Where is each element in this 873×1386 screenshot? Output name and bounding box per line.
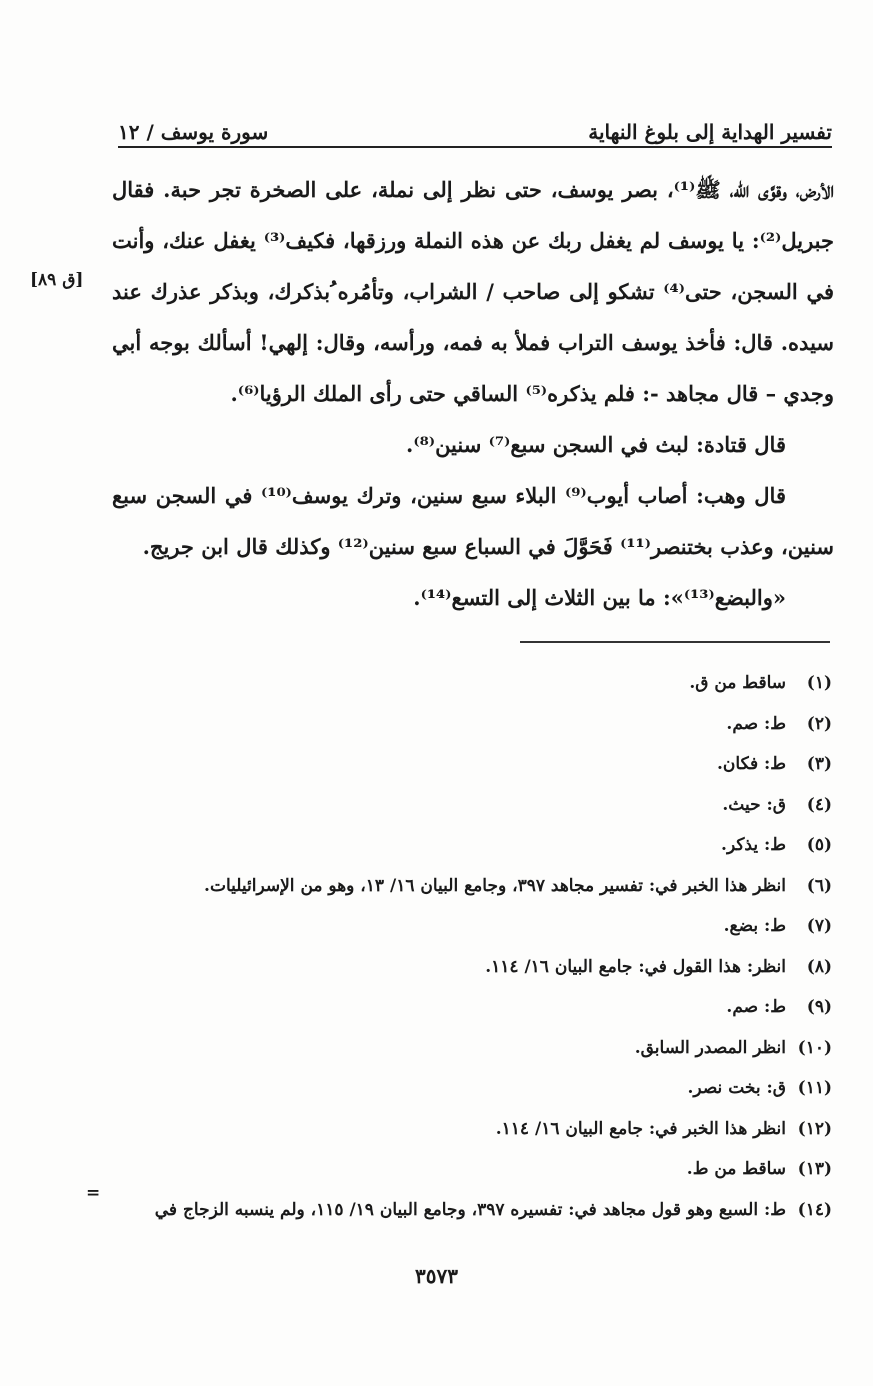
footnote-number: (١) bbox=[806, 673, 832, 693]
main-text bbox=[112, 164, 834, 623]
footnote-number: (١٣) bbox=[797, 1159, 832, 1179]
footnote bbox=[80, 987, 832, 1028]
footnote bbox=[80, 704, 832, 745]
paragraph-3: قال وهب: أصاب أيوب⁽⁹⁾ البلاء سبع سنين، وترك يوسف⁽¹⁰⁾ في السجن سبع سنين، وعذب بختنصر⁽¹¹⁾ فَحَوَّلَ في السباع سبع سنين⁽¹²⁾ وكذلك قال ابن جريج. bbox=[112, 483, 834, 559]
footnote bbox=[80, 663, 832, 704]
footnote-number: (٨) bbox=[806, 956, 832, 977]
footnote-number: (٢) bbox=[806, 713, 832, 734]
footnote-text: انظر هذا الخبر في: تفسير مجاهد ٣٩٧، وجامع البيان ١٦/ ١٣، وهو من الإسرائيليات. bbox=[204, 875, 786, 896]
footnote bbox=[80, 906, 832, 947]
book-title: تفسير الهداية إلى بلوغ النهاية bbox=[588, 120, 832, 144]
footnote-number: (٤) bbox=[806, 794, 832, 815]
footnote-text: ساقط من ط. bbox=[686, 1159, 786, 1179]
footnote-number: (١١) bbox=[797, 1078, 832, 1098]
footnote-number: (٦) bbox=[806, 875, 832, 896]
footnote-text: ط: يذكر. bbox=[721, 835, 786, 855]
footnotes-list bbox=[80, 663, 832, 1230]
footnote-text: انظر المصدر السابق. bbox=[634, 1037, 786, 1058]
continuation-mark: = bbox=[86, 1183, 101, 1203]
footnote-text: ق: حيث. bbox=[722, 794, 786, 815]
paragraph-4: «والبضع⁽¹³⁾»: ما بين الثلاث إلى التسع⁽¹⁴⁾. bbox=[413, 585, 786, 610]
running-header bbox=[118, 104, 832, 144]
footnote-number: (١٤) bbox=[797, 1199, 832, 1220]
footnote-number: (٥) bbox=[806, 835, 832, 855]
footnote-text: ط: السبع وهو قول مجاهد في: تفسيره ٣٩٧، وجامع البيان ١٩/ ١١٥، ولم ينسبه الزجاج في bbox=[154, 1199, 786, 1220]
footnote bbox=[80, 1109, 832, 1150]
footnote bbox=[80, 1190, 832, 1231]
footnote-text: انظر: هذا القول في: جامع البيان ١٦/ ١١٤. bbox=[485, 956, 786, 977]
footnotes-divider bbox=[520, 641, 830, 643]
page-number: ٣٥٧٣ bbox=[415, 1264, 458, 1288]
footnote-text: ساقط من ق. bbox=[689, 673, 786, 693]
footnote bbox=[80, 744, 832, 785]
footnote bbox=[80, 866, 832, 907]
footnote bbox=[80, 785, 832, 826]
footnote-text: ق: بخت نصر. bbox=[687, 1078, 786, 1098]
footnote-number: (١٢) bbox=[797, 1118, 832, 1139]
footnote-number: (١٠) bbox=[797, 1037, 832, 1058]
footnote bbox=[80, 1149, 832, 1190]
header-divider bbox=[118, 146, 832, 148]
manuscript-folio-ref: [ق ٨٩] bbox=[30, 270, 84, 290]
footnote-text: انظر هذا الخبر في: جامع البيان ١٦/ ١١٤. bbox=[495, 1118, 786, 1139]
footnote-number: (٣) bbox=[806, 754, 832, 774]
footnote-text: ط: صم. bbox=[726, 997, 786, 1017]
footnote bbox=[80, 947, 832, 988]
footnote-text: ط: بضع. bbox=[723, 916, 786, 936]
footnote-text: ط: فكان. bbox=[716, 754, 786, 774]
footnote bbox=[80, 825, 832, 866]
footnote bbox=[80, 1028, 832, 1069]
footnote-number: (٧) bbox=[806, 916, 832, 936]
footnote-text: ط: صم. bbox=[726, 713, 786, 734]
paragraph-1: الأرض، وقوَّى الله، ﷺ⁽¹⁾، بصر يوسف، حتى نظر إلى نملة، على الصخرة تجر حبة. فقال جبريل⁽²⁾: يا يوسف لم يغفل ربك عن هذه النملة ورزقها، فكيف⁽³⁾ يغفل عنك، وأنت في السجن، حتى⁽⁴⁾ تشكو إلى صاحب / الشراب، وتأمُره ُبذكرك، وبذكر عذرك عند سيده. قال: فأخذ يوسف التراب فملأ به فمه، ورأسه، وقال: إلهي! أسألك بوجه أبي وجدي – قال مجاهد -: فلم يذكره⁽⁵⁾ الساقي حتى رأى الملك الرؤيا⁽⁶⁾. bbox=[112, 177, 834, 406]
surah-label: سورة يوسف / ١٢ bbox=[118, 120, 269, 144]
footnote bbox=[80, 1068, 832, 1109]
footnote-number: (٩) bbox=[806, 997, 832, 1017]
paragraph-2: قال قتادة: لبث في السجن سبع⁽⁷⁾ سنين⁽⁸⁾. bbox=[406, 432, 786, 457]
